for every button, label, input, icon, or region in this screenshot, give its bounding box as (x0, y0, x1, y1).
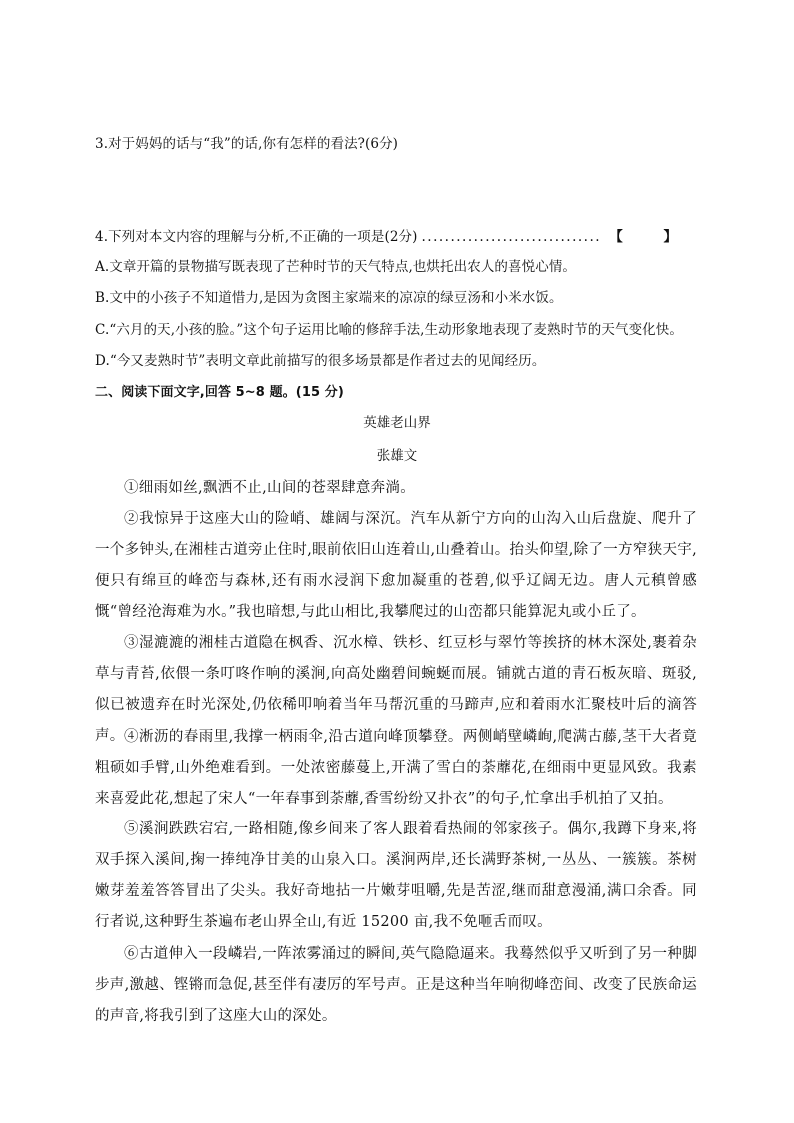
paragraph-5: ⑤溪涧跌跌宕宕,一路相随,像乡间来了客人跟着看热闹的邻家孩子。偶尔,我蹲下身来,将双手探入溪间,掬一捧纯净甘美的山泉入口。溪涧两岸,还长满野茶树,一丛丛、一簇簇。茶树嫩芽羞羞答答冒出了尖头。我好奇地拈一片嫩芽咀嚼,先是苦涩,继而甜意漫涌,满口余香。同行者说,这种野生茶遍布老山界全山,有近 15200 亩,我不免咂舌而叹。 (95, 821, 697, 930)
question-4-leader-dots: ............................... (421, 229, 602, 245)
article-title: 英雄老山界 (363, 415, 431, 431)
paragraph-1: ①细雨如丝,飘洒不止,山间的苍翠肆意奔淌。 (124, 480, 416, 496)
option-b: B.文中的小孩子不知道惜力,是因为贪图主家端来的凉凉的绿豆汤和小米水饭。 (95, 290, 563, 306)
section-heading: 二、阅读下面文字,回答 5~8 题。(15 分) (95, 385, 344, 400)
paragraph-4: ④淅沥的春雨里,我撑一柄雨伞,沿古道向峰顶攀登。两侧峭壁嶙峋,爬满古藤,茎干大者竟粗硕如手臂,山外绝难看到。一处浓密藤蔓上,开满了雪白的荼蘼花,在细雨中更显风致。我素来喜爱此花,想起了宋人“一年春事到荼蘼,香雪纷纷又扑衣”的句子,忙拿出手机拍了又拍。 (95, 729, 697, 807)
question-4 (95, 227, 695, 247)
option-d: D.“今又麦熟时节”表明文章此前描写的很多场景都是作者过去的见闻经历。 (95, 353, 546, 369)
paragraph-2: ②我惊异于这座大山的险峭、雄阔与深沉。汽车从新宁方向的山沟入山后盘旋、爬升了一个多钟头,在湘桂古道旁止住时,眼前依旧山连着山,山叠着山。抬头仰望,除了一方窄狭天宇,便只有绵亘的峰峦与森林,还有雨水浸润下愈加凝重的苍碧,似乎辽阔无边。唐人元稹曾感慨“曾经沧海难为水。”我也暗想,与此山相比,我攀爬过的山峦都只能算泥丸或小丘了。 (95, 511, 697, 620)
question-4-stem: 4.下列对本文内容的理解与分析,不正确的一项是(2分) (95, 229, 418, 245)
answer-bracket: 【 】 (609, 229, 695, 245)
question-3: 3.对于妈妈的话与“我”的话,你有怎样的看法?(6分) (95, 136, 399, 152)
option-c: C.“六月的天,小孩的脸。”这个句子运用比喻的修辞手法,生动形象地表现了麦熟时节的天气变化快。 (95, 322, 683, 338)
article-author: 张雄文 (376, 448, 418, 464)
option-a: A.文章开篇的景物描写既表现了芒种时节的天气特点,也烘托出农人的喜悦心情。 (95, 259, 577, 275)
paragraph-3: ③湿漉漉的湘桂古道隐在枫香、沉水樟、铁杉、红豆杉与翠竹等挨挤的林木深处,裹着杂草与青苔,依偎一条叮咚作响的溪涧,向高处幽碧间蜿蜒而展。铺就古道的青石板灰暗、斑驳,似已被遗弃在时光深处,仍依稀叩响着当年马帮沉重的马蹄声,应和着雨水汇聚枝叶后的滴答声。 (95, 635, 697, 744)
paragraph-6: ⑥古道伸入一段嶙岩,一阵浓雾涌过的瞬间,英气隐隐逼来。我蓦然似乎又听到了另一种脚步声,激越、铿锵而急促,甚至伴有凄厉的军号声。正是这种当年响彻峰峦间、改变了民族命运的声音,将我引到了这座大山的深处。 (95, 946, 697, 1024)
